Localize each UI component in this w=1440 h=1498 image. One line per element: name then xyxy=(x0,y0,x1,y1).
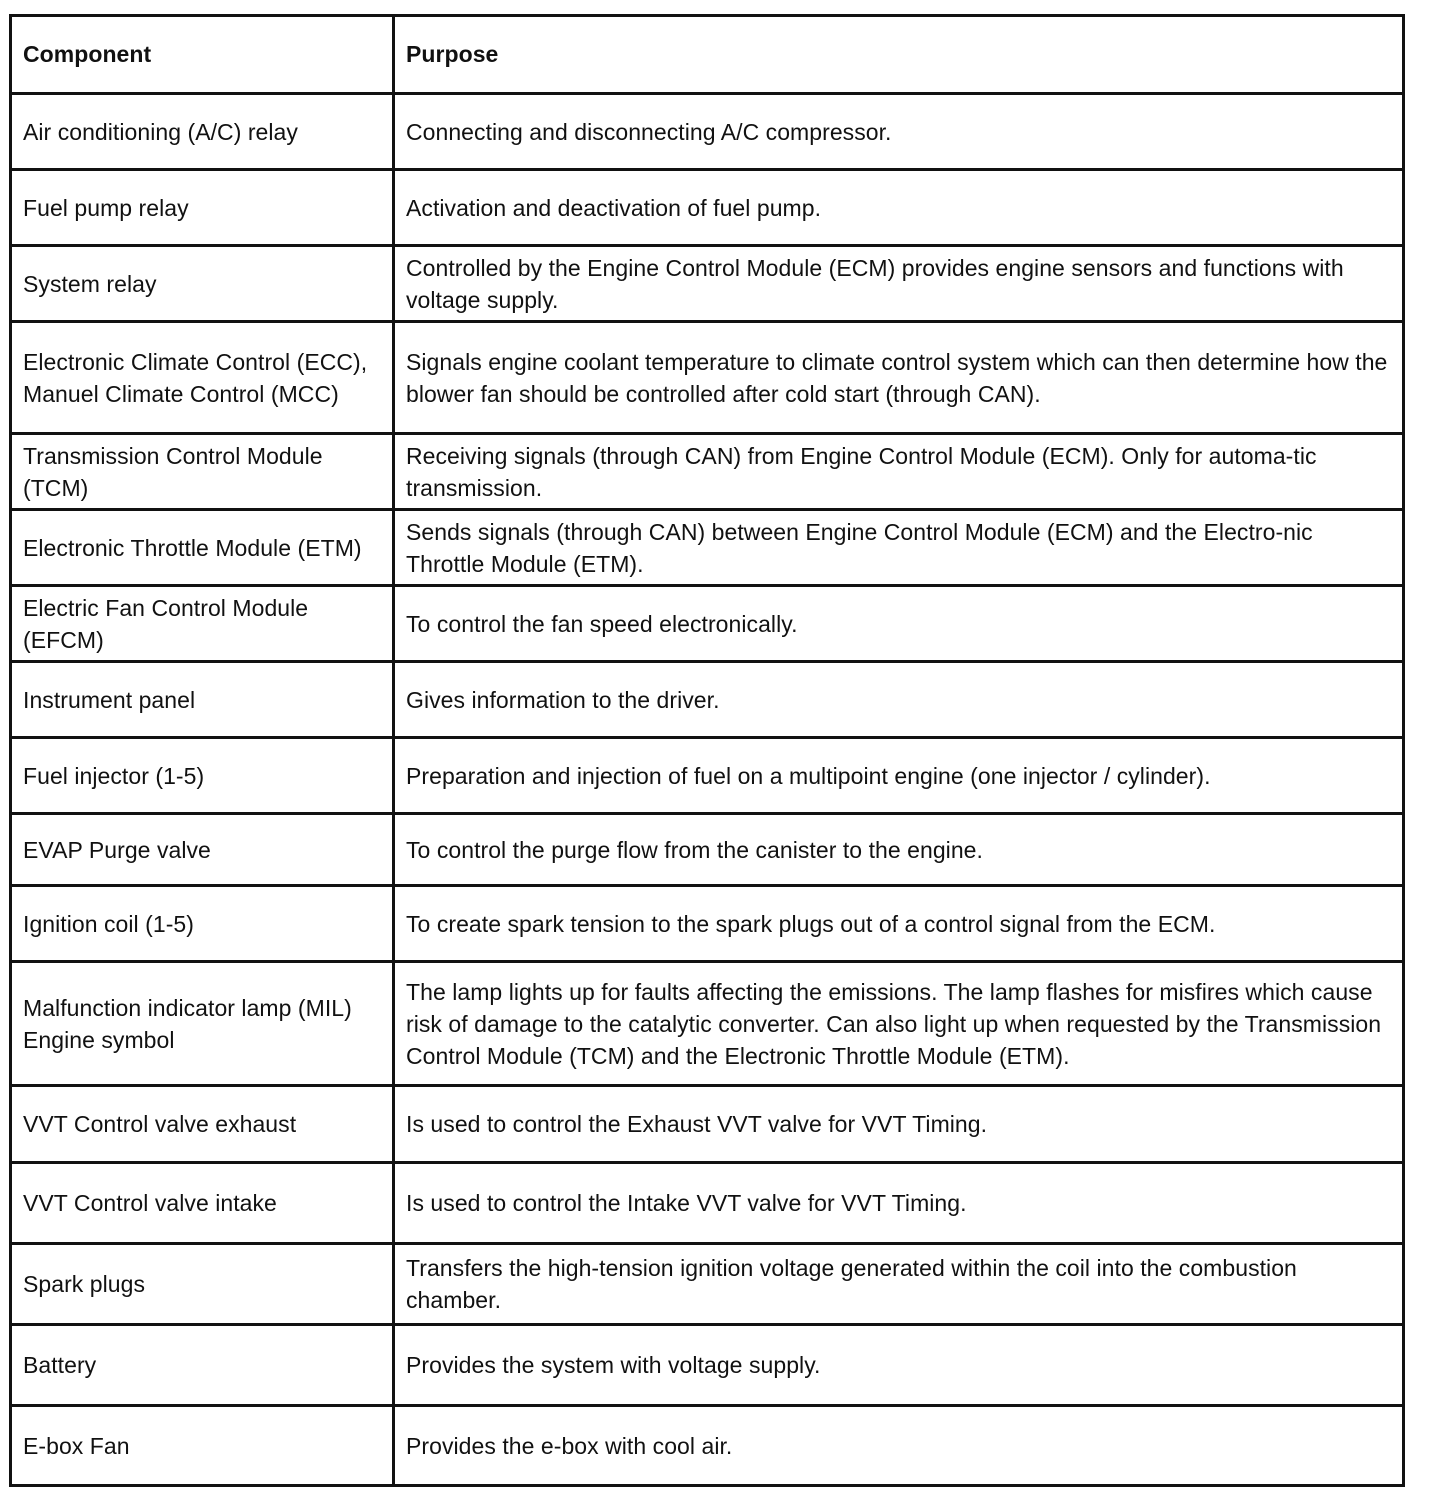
component-cell: System relay xyxy=(11,246,394,322)
table-row xyxy=(11,510,1404,586)
table-row xyxy=(11,586,1404,662)
table-row xyxy=(11,1086,1404,1163)
purpose-cell: Activation and deactivation of fuel pump. xyxy=(394,170,1404,246)
component-purpose-table xyxy=(9,14,1405,1487)
component-cell: Battery xyxy=(11,1325,394,1406)
table-row xyxy=(11,662,1404,738)
component-cell: Electric Fan Control Module (EFCM) xyxy=(11,586,394,662)
purpose-cell: Sends signals (through CAN) between Engine Control Module (ECM) and the Electro-nic Throttle Module (ETM). xyxy=(394,510,1404,586)
purpose-cell: Connecting and disconnecting A/C compressor. xyxy=(394,94,1404,170)
component-cell: Malfunction indicator lamp (MIL) Engine symbol xyxy=(11,962,394,1086)
purpose-cell: To create spark tension to the spark plugs out of a control signal from the ECM. xyxy=(394,886,1404,962)
component-cell: Transmission Control Module (TCM) xyxy=(11,434,394,510)
table-header-row xyxy=(11,16,1404,94)
purpose-cell: Preparation and injection of fuel on a multipoint engine (one injector / cylinder). xyxy=(394,738,1404,814)
table-row xyxy=(11,246,1404,322)
purpose-cell: To control the purge flow from the canister to the engine. xyxy=(394,814,1404,886)
table-row xyxy=(11,962,1404,1086)
table-row xyxy=(11,170,1404,246)
component-cell: Instrument panel xyxy=(11,662,394,738)
table-row xyxy=(11,1325,1404,1406)
purpose-cell: Is used to control the Intake VVT valve for VVT Timing. xyxy=(394,1163,1404,1244)
component-cell: Fuel pump relay xyxy=(11,170,394,246)
table-row xyxy=(11,1163,1404,1244)
component-cell: Fuel injector (1-5) xyxy=(11,738,394,814)
purpose-cell: Controlled by the Engine Control Module (ECM) provides engine sensors and functions with voltage supply. xyxy=(394,246,1404,322)
purpose-cell: Gives information to the driver. xyxy=(394,662,1404,738)
component-cell: Ignition coil (1-5) xyxy=(11,886,394,962)
table-row xyxy=(11,1244,1404,1325)
purpose-cell: To control the fan speed electronically. xyxy=(394,586,1404,662)
table-row xyxy=(11,434,1404,510)
table-row xyxy=(11,94,1404,170)
column-header-component: Component xyxy=(11,16,394,94)
column-header-purpose: Purpose xyxy=(394,16,1404,94)
component-cell: Electronic Throttle Module (ETM) xyxy=(11,510,394,586)
purpose-cell: Transfers the high-tension ignition voltage generated within the coil into the combustion chamber. xyxy=(394,1244,1404,1325)
purpose-cell: Provides the system with voltage supply. xyxy=(394,1325,1404,1406)
component-cell: EVAP Purge valve xyxy=(11,814,394,886)
table-row xyxy=(11,886,1404,962)
component-cell: Electronic Climate Control (ECC), Manuel Climate Control (MCC) xyxy=(11,322,394,434)
table-row xyxy=(11,322,1404,434)
table-row xyxy=(11,738,1404,814)
component-cell: E-box Fan xyxy=(11,1406,394,1486)
table-row xyxy=(11,1406,1404,1486)
component-cell: VVT Control valve exhaust xyxy=(11,1086,394,1163)
purpose-cell: Provides the e-box with cool air. xyxy=(394,1406,1404,1486)
purpose-cell: Is used to control the Exhaust VVT valve for VVT Timing. xyxy=(394,1086,1404,1163)
component-cell: VVT Control valve intake xyxy=(11,1163,394,1244)
component-cell: Spark plugs xyxy=(11,1244,394,1325)
component-cell: Air conditioning (A/C) relay xyxy=(11,94,394,170)
table-row xyxy=(11,814,1404,886)
purpose-cell: The lamp lights up for faults affecting the emissions. The lamp flashes for misfires which cause risk of damage to the catalytic converter. Can also light up when requested by the Transmission Control Module (TCM) and the Electronic Throttle Module (ETM). xyxy=(394,962,1404,1086)
purpose-cell: Receiving signals (through CAN) from Engine Control Module (ECM). Only for automa-tic transmission. xyxy=(394,434,1404,510)
purpose-cell: Signals engine coolant temperature to climate control system which can then determine how the blower fan should be controlled after cold start (through CAN). xyxy=(394,322,1404,434)
